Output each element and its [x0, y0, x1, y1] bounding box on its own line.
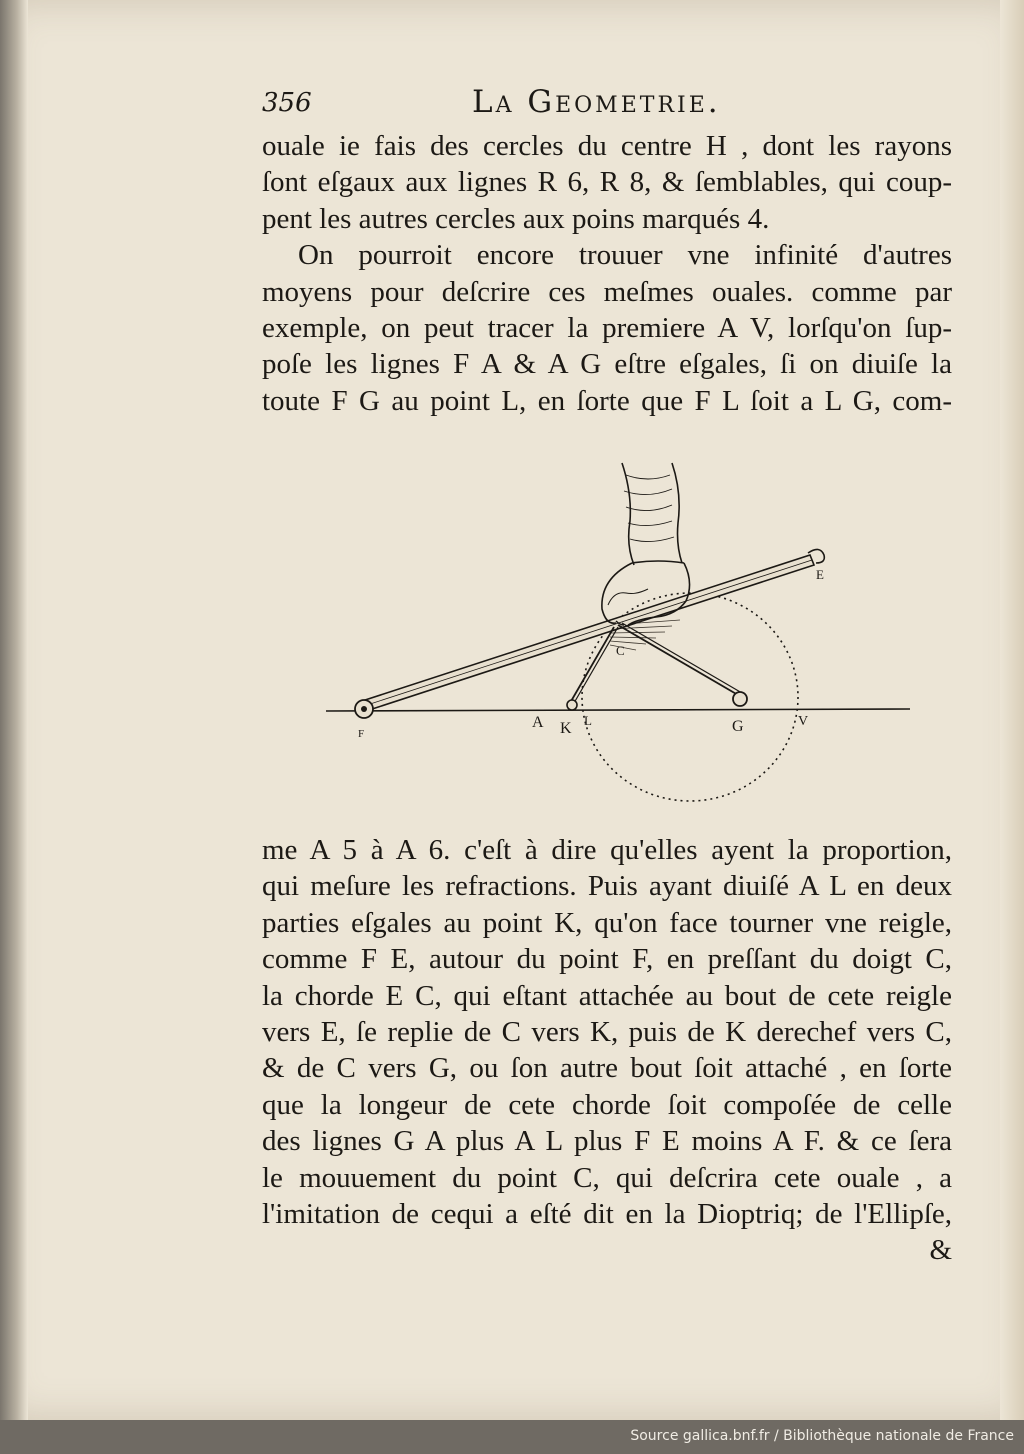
text-line: des lignes G A plus A L plus F E moins A F. & ce ſera [262, 1125, 952, 1158]
label-g: G [732, 718, 744, 735]
text-line: exemple, on peut tracer la premiere A V, lorſqu'on ſup- [262, 311, 952, 344]
text-line: poſe les lignes F A & A G eſtre eſgales, ſi on diuiſe la [262, 348, 952, 381]
text-line: parties eſgales au point K, qu'on face tourner vne reigle, [262, 906, 952, 939]
ruler-fe [362, 549, 824, 711]
text-line: le mouuement du point C, qui deſcrira cete ouale , a [262, 1161, 952, 1194]
label-v: V [798, 714, 809, 729]
text-line: ſont eſgaux aux lignes R 6, R 8, & ſemblables, qui coup- [262, 166, 952, 199]
text-line: l'imitation de cequi a eſté dit en la Dioptriq; de l'Ellipſe, [262, 1197, 952, 1230]
text-line: vers E, ſe replie de C vers K, puis de K derechef vers C, [262, 1015, 952, 1048]
cord-c-g [618, 625, 738, 695]
cord-c-g-2 [622, 623, 742, 693]
text-line: moyens pour deſcrire ces meſmes ouales. comme par [262, 275, 952, 308]
text-block-top [262, 128, 952, 419]
running-title: La Geometrie. [472, 84, 721, 120]
text-line: & de C vers G, ou ſon autre bout ſoit attaché , en ſorte [262, 1052, 952, 1085]
page-number: 356 [262, 88, 312, 118]
label-f: F [358, 728, 365, 740]
text-line: On pourroit encore trouuer vne infinité d'autres [298, 239, 952, 272]
text-line: pent les autres cercles aux poins marqués 4. [262, 202, 770, 235]
text-line: ouale ie fais des cercles du centre H , dont les rayons [262, 130, 952, 162]
text-block-bottom [262, 832, 952, 1269]
text-line: la chorde E C, qui eſtant attachée au bout de cete reigle [262, 979, 952, 1012]
label-c: C [616, 643, 625, 658]
label-k: K [560, 720, 572, 737]
text-line: me A 5 à A 6. c'eſt à dire qu'elles ayent la proportion, [262, 834, 952, 866]
pivot-f-center [361, 706, 367, 712]
label-a: A [532, 714, 544, 731]
source-attribution: Source gallica.bnf.fr / Bibliothèque nationale de France [630, 1428, 1014, 1444]
pin-g [733, 692, 747, 706]
text-line: comme F E, autour du point F, en preſſant du doigt C, [262, 943, 952, 976]
baseline-line [326, 709, 910, 711]
label-e: E [816, 567, 824, 582]
figure-svg [320, 455, 920, 815]
text-line: que la longeur de cete chorde ſoit compoſée de celle [262, 1088, 952, 1121]
oval-drawing-figure [320, 455, 920, 815]
label-l: L [584, 713, 592, 728]
pin-k [567, 700, 577, 710]
text-line: toute F G au point L, en ſorte que F L ſoit a L G, com- [262, 384, 952, 417]
catchword: & [929, 1234, 952, 1267]
page-header [262, 84, 952, 124]
text-line: qui meſure les refractions. Puis ayant diuiſé A L en deux [262, 870, 952, 903]
